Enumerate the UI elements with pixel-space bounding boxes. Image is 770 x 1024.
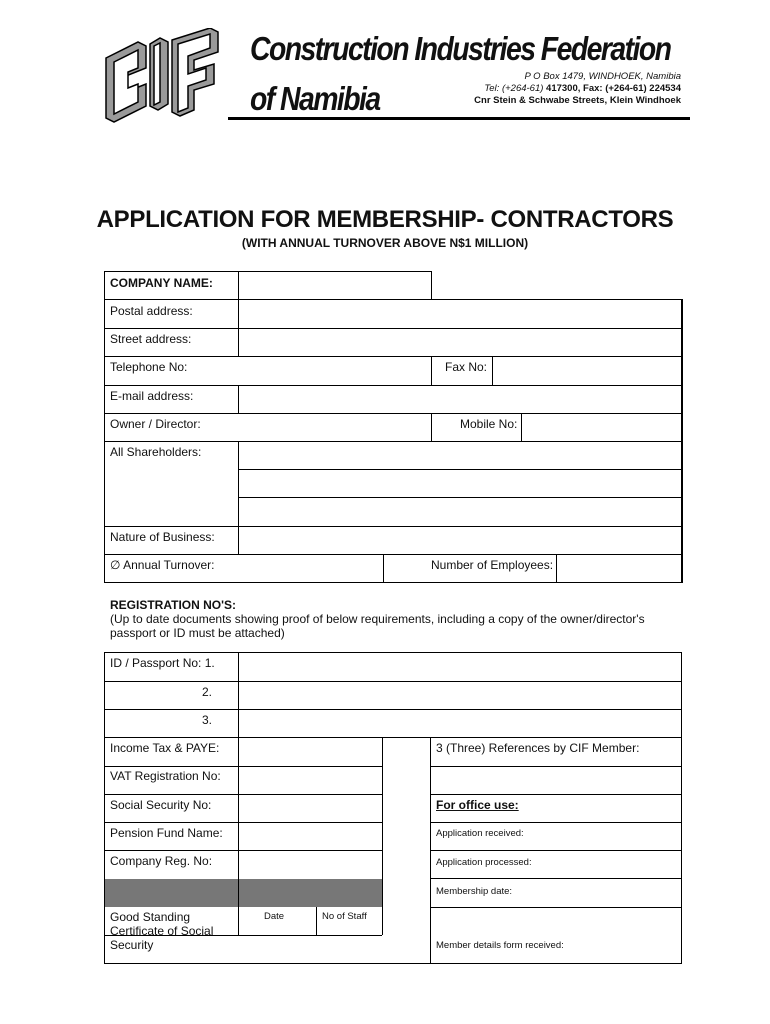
header-rule	[228, 117, 690, 120]
date-label: Date	[264, 911, 285, 922]
registration-note-line1: (Up to date documents showing proof of below requirements, including a copy of the owner/director's	[110, 612, 645, 626]
app-received-label: Application received:	[436, 828, 524, 839]
company-reg-label: Company Reg. No:	[110, 854, 213, 868]
no-of-staff-label: No of Staff	[322, 911, 367, 922]
id-passport-2: 2.	[202, 685, 213, 699]
phone-fax-line	[484, 83, 681, 94]
office-use-heading: For office use:	[436, 798, 519, 812]
nature-label: Nature of Business:	[110, 530, 215, 544]
owner-label: Owner / Director:	[110, 417, 201, 431]
app-processed-label: Application processed:	[436, 857, 532, 868]
good-standing-line3: Security	[110, 938, 154, 952]
income-tax-label: Income Tax & PAYE:	[110, 741, 220, 755]
org-name-line2: of Namibia	[250, 80, 380, 117]
pension-label: Pension Fund Name:	[110, 826, 223, 840]
registration-note-line2: passport or ID must be attached)	[110, 626, 285, 640]
telephone-label: Telephone No:	[110, 360, 188, 374]
id-passport-label: ID / Passport No: 1.	[110, 656, 215, 670]
street-address-label: Street address:	[110, 332, 192, 346]
cif-logo	[98, 28, 220, 126]
phone-fax-numbers: 417300, Fax: (+264-61) 224534	[546, 83, 681, 94]
membership-date-label: Membership date:	[436, 886, 513, 897]
good-standing-line1: Good Standing	[110, 910, 191, 924]
fax-label: Fax No:	[445, 360, 488, 374]
email-label: E-mail address:	[110, 389, 194, 403]
mobile-label: Mobile No:	[460, 417, 518, 431]
member-details-label: Member details form received:	[436, 940, 564, 951]
form-subtitle: (WITH ANNUAL TURNOVER ABOVE N$1 MILLION)	[241, 236, 529, 250]
postal-address-label: Postal address:	[110, 304, 193, 318]
good-standing-line2: Certificate of Social	[110, 924, 214, 938]
social-security-label: Social Security No:	[110, 798, 212, 812]
registration-heading: REGISTRATION NO'S:	[110, 598, 236, 612]
company-name-label: COMPANY NAME:	[110, 276, 213, 290]
turnover-label: ∅ Annual Turnover:	[110, 558, 215, 572]
references-label: 3 (Three) References by CIF Member:	[436, 741, 640, 755]
address-line: P O Box 1479, WINDHOEK, Namibia	[524, 71, 681, 82]
org-name-line1: Construction Industries Federation	[250, 30, 671, 67]
vat-label: VAT Registration No:	[110, 769, 221, 783]
street-line: Cnr Stein & Schwabe Streets, Klein Windhoek	[474, 95, 681, 106]
form-title: APPLICATION FOR MEMBERSHIP- CONTRACTORS	[96, 206, 674, 233]
shaded-row	[105, 879, 382, 907]
employees-label: Number of Employees:	[431, 558, 554, 572]
shareholders-label: All Shareholders:	[110, 445, 202, 459]
id-passport-3: 3.	[202, 713, 213, 727]
phone-prefix: Tel: (+264-61)	[484, 83, 544, 94]
